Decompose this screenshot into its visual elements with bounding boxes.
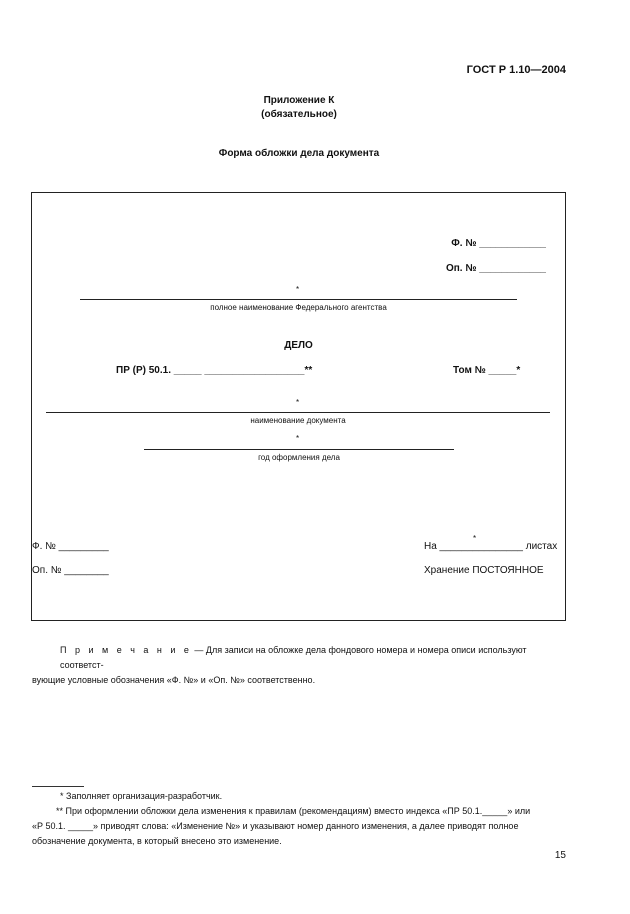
note-paragraph [32,643,566,688]
note-label: П р и м е ч а н и е [60,645,192,655]
footnote-separator [32,786,84,787]
document-name-caption: наименование документа [250,416,346,425]
sheets-count: На _______________ листах [424,541,558,552]
volume-number: Том № _____* [453,365,521,376]
standard-header: ГОСТ Р 1.10—2004 [466,64,566,76]
year-footnote-mark: * [296,434,300,443]
inventory-number-bottom: Оп. № ________ [32,565,109,576]
page-number: 15 [554,850,566,861]
note-text-line2: вующие условные обозначения «Ф. №» и «Оп. №» соответственно. [32,675,316,685]
case-index: ПР (Р) 50.1. _____ __________________** [116,365,313,376]
inventory-number-top: Оп. № ____________ [445,263,546,274]
footnote-2-line3: обозначение документа, в который внесено это изменение. [32,836,282,846]
appendix-caption: Форма обложки дела документа [218,148,380,159]
appendix-status: (обязательное) [261,109,337,120]
note-text-line1: — Для записи на обложке дела фондового номера и номера описи используют соответст- [60,645,527,670]
agency-caption: полное наименование Федерального агентства [210,303,387,312]
year-caption: год оформления дела [258,453,340,462]
document-name-line [46,412,550,413]
doc-footnote-mark: * [296,398,300,407]
case-title: ДЕЛО [284,340,313,351]
year-line [144,449,454,450]
agency-footnote-mark: * [296,285,300,294]
fund-number-bottom: Ф. № _________ [32,541,109,552]
storage-term: Хранение ПОСТОЯННОЕ [424,565,544,576]
footnotes [32,789,566,849]
footnote-2-line2: «Р 50.1. _____» приводят слова: «Изменение №» и указывают номер данного изменения, а далее приводят полное [32,821,519,831]
footnote-2-line1: ** При оформлении обложки дела изменения к правилам (рекомендациям) вместо индекса «ПР 50.1._____» или [56,806,531,816]
agency-line [80,299,517,300]
sheets-footnote-mark: * [473,534,477,543]
appendix-title: Приложение К [263,95,335,106]
footnote-1: * Заполняет организация-разработчик. [60,791,223,801]
fund-number-top: Ф. № ____________ [451,238,546,249]
